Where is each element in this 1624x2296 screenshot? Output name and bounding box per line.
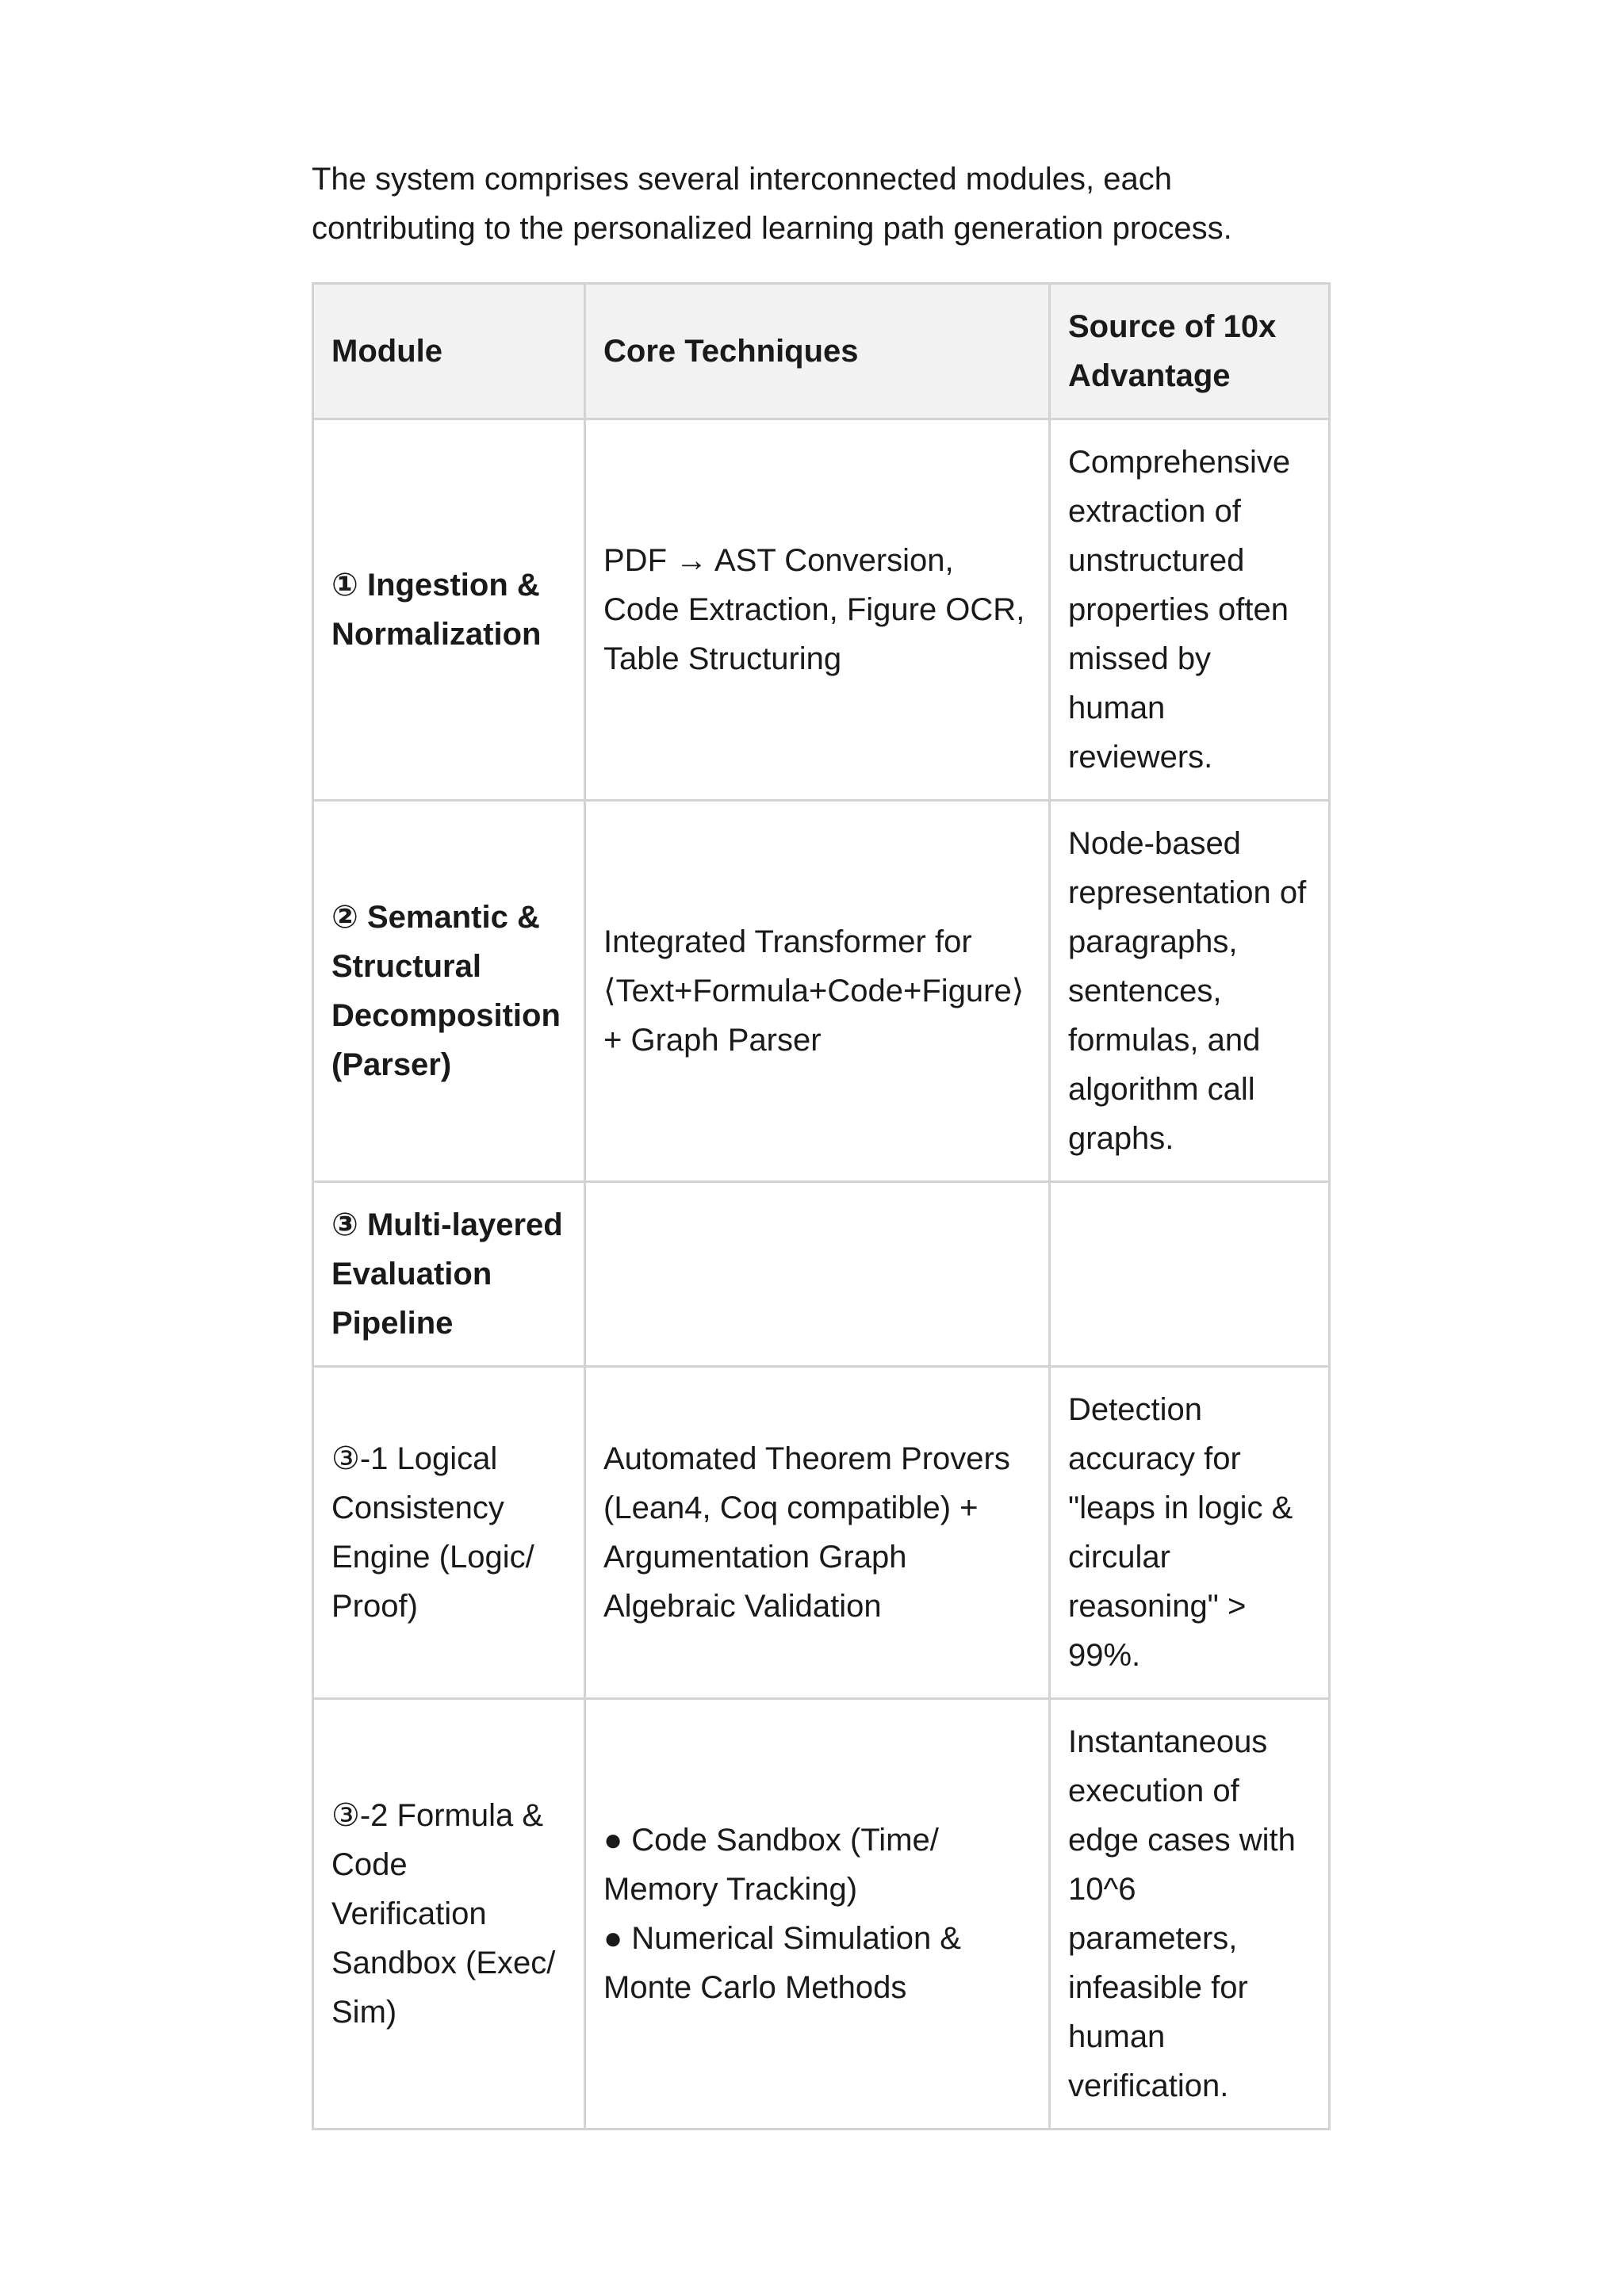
techniques-cell (585, 1367, 1050, 1699)
module-cell: ③ Multi-layered Evaluation Pipeline (313, 1182, 585, 1367)
module-cell: ② Semantic & Structural Decomposition (Parser) (313, 801, 585, 1182)
header-module: Module (313, 284, 585, 419)
module-cell: ③-2 Formula & Code Verification Sandbox (Exec/ Sim) (313, 1699, 585, 2130)
header-advantage: Source of 10x Advantage (1050, 284, 1330, 419)
intro-paragraph: The system comprises several interconnected modules, each contributing to the personalized learning path generation process. (312, 162, 1232, 246)
advantage-cell: Node-based representation of paragraphs, sentences, formulas, and algorithm call graphs. (1050, 801, 1330, 1182)
techniques-cell (585, 1699, 1050, 2130)
technique-line: ● Numerical Simulation & Monte Carlo Methods (603, 1921, 961, 2005)
header-core-techniques: Core Techniques (585, 284, 1050, 419)
table-row (313, 801, 1330, 1182)
technique-line: ● Code Sandbox (Time/ Memory Tracking) (603, 1823, 939, 1907)
table-row (313, 1182, 1330, 1367)
module-cell: ① Ingestion & Normalization (313, 419, 585, 801)
advantage-cell: Instantaneous execution of edge cases with 10^6 parameters, infeasible for human verification. (1050, 1699, 1330, 2130)
table-row (313, 1367, 1330, 1699)
advantage-cell (1050, 1182, 1330, 1367)
advantage-cell: Detection accuracy for "leaps in logic & circular reasoning" > 99%. (1050, 1367, 1330, 1699)
technique-line: Automated Theorem Provers (Lean4, Coq compatible) + Argumentation Graph Algebraic Validation (603, 1441, 1010, 1624)
techniques-cell (585, 801, 1050, 1182)
technique-line: Integrated Transformer for ⟨Text+Formula+Code+Figure⟩ + Graph Parser (603, 924, 1025, 1058)
techniques-cell (585, 419, 1050, 801)
table-row (313, 1699, 1330, 2130)
modules-table (312, 282, 1331, 2130)
technique-line: PDF → AST Conversion, Code Extraction, Figure OCR, Table Structuring (603, 543, 1025, 676)
advantage-cell: Comprehensive extraction of unstructured properties often missed by human reviewers. (1050, 419, 1330, 801)
table-header-row (313, 284, 1330, 419)
table-row (313, 419, 1330, 801)
techniques-cell (585, 1182, 1050, 1367)
module-cell: ③-1 Logical Consistency Engine (Logic/ Proof) (313, 1367, 585, 1699)
